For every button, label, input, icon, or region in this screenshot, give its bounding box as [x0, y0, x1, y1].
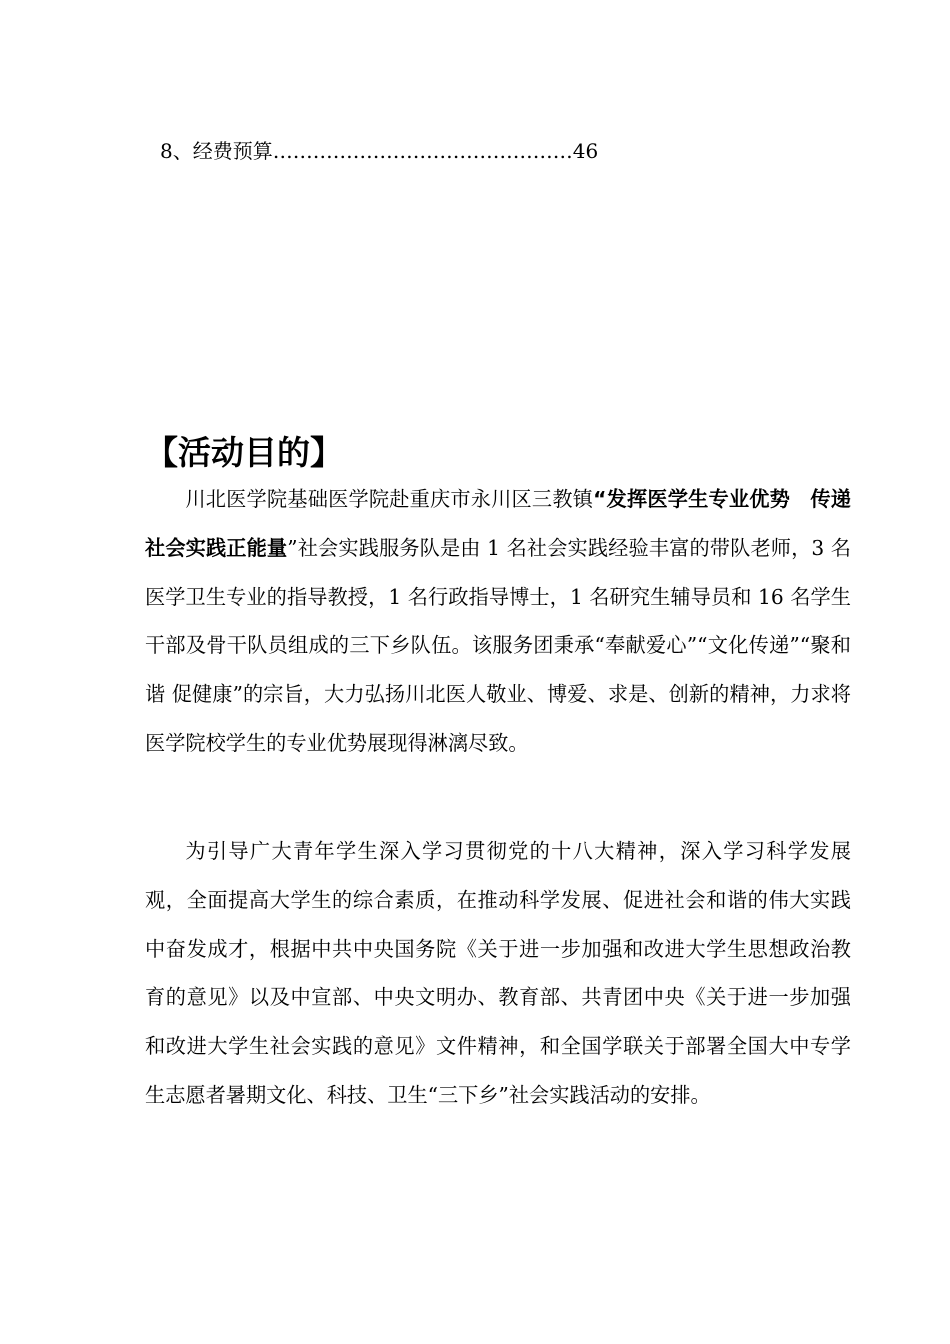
toc-page-number: 46	[572, 139, 599, 163]
toc-entry-title: 8、经费预算	[160, 139, 273, 163]
section-heading: 【活动目的】	[145, 433, 343, 472]
toc-entry	[160, 136, 680, 166]
paragraph-purpose	[145, 475, 851, 768]
toc-dot-leader: ………………………………………	[272, 139, 573, 163]
paragraph-background: 为引导广大青年学生深入学习贯彻党的十八大精神，深入学习科学发展观，全面提高大学生的综合素质，在推动科学发展、促进社会和谐的伟大实践中奋发成才，根据中共中央国务院《关于进一步加强和改进大学生思想政治教育的意见》以及中宣部、中央文明办、教育部、共青团中央《关于进一步加强和改进大学生社会实践的意见》文件精神，和全国学联关于部署全国大中专学生志愿者暑期文化、科技、卫生“三下乡”社会实践活动的安排。	[145, 839, 851, 1107]
paragraph-text: 川北医学院基础医学院赴重庆市永川区三教镇	[185, 487, 594, 511]
paragraph-text: ”社会实践服务队是由 1 名社会实践经验丰富的带队老师，3 名医学卫生专业的指导教授，1 名行政指导博士，1 名研究生辅导员和 16 名学生干部及骨干队员组成的三下乡队伍。该服务团秉承“奉献爱心”“文化传递”“聚和谐 促健康”的宗旨，大力弘扬川北医人敬业、博爱、求是、创新的精神，力求将医学院校学生的专业优势展现得淋漓尽致。	[145, 535, 851, 755]
team-slogan: “发挥医学生专业优势 传递社会实践正能量	[145, 487, 851, 560]
